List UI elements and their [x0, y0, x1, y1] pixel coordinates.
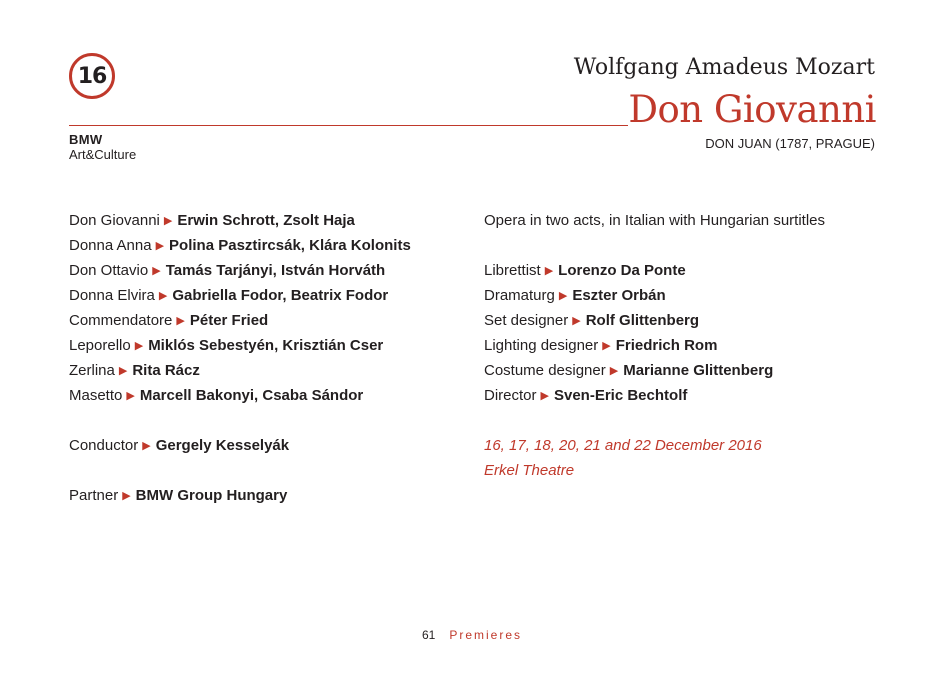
spacer — [69, 458, 411, 483]
cast-column — [69, 208, 411, 508]
performer-names: Rita Rácz — [132, 362, 200, 379]
crew-name: Eszter Orbán — [572, 287, 666, 304]
cast-row — [69, 308, 411, 333]
crew-row — [484, 358, 825, 383]
spacer — [484, 408, 825, 433]
performer-names: Miklós Sebestyén, Krisztián Cser — [148, 337, 384, 354]
crew-row — [484, 383, 825, 408]
performer-names: Marcell Bakonyi, Csaba Sándor — [139, 387, 364, 404]
triangle-right-icon: ▶ — [155, 240, 165, 252]
role-label: Don Ottavio — [69, 262, 149, 279]
role-label: Dramaturg — [484, 287, 555, 304]
role-label: Director — [484, 387, 537, 404]
performer-names: Gabriella Fodor, Beatrix Fodor — [172, 287, 389, 304]
conductor-row — [69, 433, 411, 458]
sponsor-logo — [69, 133, 136, 161]
cast-row — [69, 383, 411, 408]
performer-names: Erwin Schrott, Zsolt Haja — [177, 212, 355, 229]
triangle-right-icon: ▶ — [126, 390, 135, 402]
role-label: Donna Elvira — [69, 287, 155, 304]
role-label: Set designer — [484, 312, 569, 329]
performer-names: Péter Fried — [189, 312, 269, 329]
header-divider — [69, 125, 628, 126]
crew-name: Rolf Glittenberg — [585, 312, 700, 329]
role-label: Don Giovanni — [69, 212, 160, 229]
performer-names: Tamás Tarjányi, István Horváth — [165, 262, 386, 279]
event-number-badge — [69, 53, 115, 99]
spacer — [69, 408, 411, 433]
crew-row — [484, 283, 825, 308]
opera-info: Opera in two acts, in Italian with Hungarian surtitles — [484, 212, 825, 229]
partner-name: BMW Group Hungary — [135, 487, 288, 504]
production-column — [484, 208, 825, 483]
composer-name: Wolfgang Amadeus Mozart — [573, 55, 875, 80]
triangle-right-icon: ▶ — [609, 365, 619, 377]
role-label: Zerlina — [69, 362, 115, 379]
role-label: Librettist — [484, 262, 541, 279]
crew-name: Lorenzo Da Ponte — [558, 262, 686, 279]
partner-row — [69, 483, 411, 508]
triangle-right-icon: ▶ — [163, 215, 173, 227]
cast-row — [69, 333, 411, 358]
role-label: Masetto — [69, 387, 123, 404]
performer-names: Polina Pasztircsák, Klára Kolonits — [169, 237, 411, 254]
triangle-right-icon: ▶ — [158, 290, 168, 302]
event-number: 16 — [77, 63, 107, 89]
triangle-right-icon: ▶ — [544, 265, 554, 277]
triangle-right-icon: ▶ — [572, 315, 581, 327]
triangle-right-icon: ▶ — [558, 290, 568, 302]
cast-row — [69, 258, 411, 283]
section-label: Premieres — [449, 628, 523, 642]
crew-name: Marianne Glittenberg — [623, 362, 774, 379]
role-label: Lighting designer — [484, 337, 599, 354]
performance-venue: Erkel Theatre — [484, 462, 575, 479]
triangle-right-icon: ▶ — [176, 315, 185, 327]
crew-row — [484, 333, 825, 358]
crew-name: Sven-Eric Bechtolf — [553, 387, 688, 404]
cast-row — [69, 358, 411, 383]
triangle-right-icon: ▶ — [540, 390, 549, 402]
crew-name: Friedrich Rom — [615, 337, 718, 354]
role-label: Costume designer — [484, 362, 606, 379]
page-number: 61 — [421, 628, 436, 642]
role-label: Donna Anna — [69, 237, 152, 254]
performer-names: Gergely Kesselyák — [155, 437, 290, 454]
cast-row — [69, 208, 411, 233]
cast-row — [69, 233, 411, 258]
opera-title: Don Giovanni — [628, 88, 876, 131]
triangle-right-icon: ▶ — [602, 340, 611, 352]
role-label: Leporello — [69, 337, 131, 354]
role-label: Partner — [69, 487, 119, 504]
role-label: Conductor — [69, 437, 139, 454]
brand-line-2: Art&Culture — [69, 147, 137, 162]
triangle-right-icon: ▶ — [134, 340, 144, 352]
spacer — [484, 233, 825, 258]
triangle-right-icon: ▶ — [118, 365, 128, 377]
crew-row — [484, 258, 825, 283]
role-label: Commendatore — [69, 312, 173, 329]
brand-line-1: BMW — [69, 132, 103, 147]
crew-row — [484, 308, 825, 333]
triangle-right-icon: ▶ — [122, 490, 131, 502]
opera-subtitle: DON JUAN (1787, PRAGUE) — [705, 136, 875, 151]
triangle-right-icon: ▶ — [142, 440, 151, 452]
cast-row — [69, 283, 411, 308]
triangle-right-icon: ▶ — [152, 265, 161, 277]
performance-dates: 16, 17, 18, 20, 21 and 22 December 2016 — [484, 437, 762, 454]
page-footer — [0, 628, 944, 642]
